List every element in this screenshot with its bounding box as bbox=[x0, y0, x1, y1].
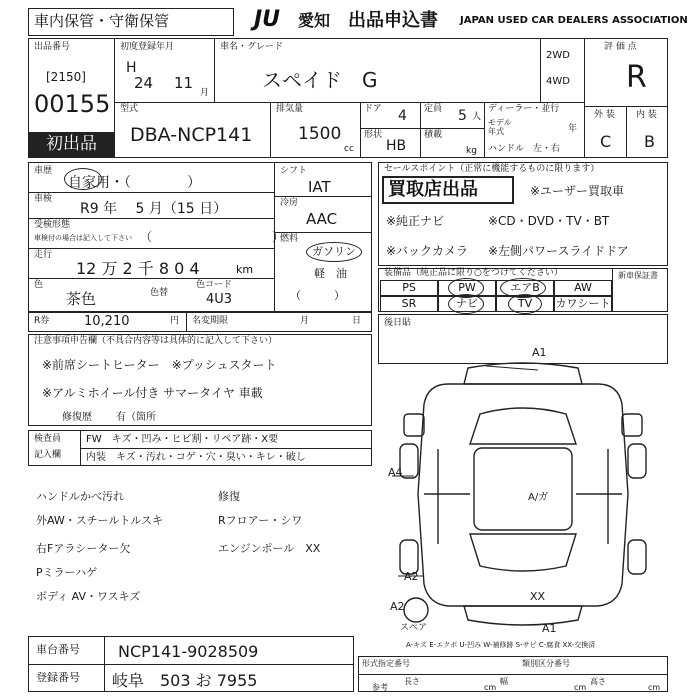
notes-line-1: ※前席シートヒーター ※プッシュスタート bbox=[42, 358, 277, 372]
diagram-legend: A-キズ E-エクボ U-凹み W-補修跡 S-サビ C-腐食 XX-交換済 bbox=[406, 641, 596, 649]
diagram-mark-a2-left: A2 bbox=[404, 570, 419, 583]
notes-label: 注意事項申告欄（不具合内容等は具体的に記入して下さい） bbox=[34, 336, 278, 346]
fuel-label: 燃料 bbox=[280, 234, 299, 244]
grade-value: R bbox=[626, 60, 647, 95]
dealer-label: ディーラー・並行 bbox=[488, 104, 560, 114]
fuel-diesel: 軽 油 bbox=[314, 267, 347, 280]
fuel-gasoline: ガソリン bbox=[312, 245, 356, 258]
model-value: DBA-NCP141 bbox=[130, 124, 253, 146]
doors-label: ドア bbox=[364, 104, 382, 114]
height-unit: cm bbox=[648, 683, 661, 692]
aircon-label: 冷房 bbox=[280, 198, 299, 208]
inspection-label: 車検 bbox=[34, 194, 53, 204]
deadline-label: 名変期限 bbox=[192, 316, 229, 326]
diagram-mark-roof: A/ガ bbox=[528, 492, 549, 503]
recycle-unit: 円 bbox=[170, 316, 180, 326]
mileage-unit: km bbox=[236, 263, 254, 276]
selling-points-label: セールスポイント（正常に機能するものに限ります） bbox=[384, 164, 600, 174]
repair-history-label: 修復歴 bbox=[62, 412, 92, 423]
displacement-label: 排気量 bbox=[276, 104, 304, 114]
notes-line-2: ※アルミホイール付き サマータイヤ 車載 bbox=[42, 386, 263, 400]
length-unit: cm bbox=[484, 683, 497, 692]
inspector-label-2: 記入欄 bbox=[34, 450, 62, 460]
displacement-value: 1500 bbox=[298, 124, 342, 144]
ref-label: 参考 bbox=[372, 683, 388, 692]
inspector-note-left-1: ハンドルかべ汚れ bbox=[36, 490, 124, 503]
top-block-frame bbox=[28, 38, 668, 158]
reception-value: （ ） bbox=[140, 230, 285, 244]
inspection-value: R9 年 5 月（15 日） bbox=[80, 201, 228, 217]
body-shape-value: HB bbox=[386, 138, 407, 154]
inspector-note-right-1: 修復 bbox=[218, 490, 240, 503]
diagram-mark-spare: スペア bbox=[400, 623, 428, 633]
color-label: 色 bbox=[34, 280, 44, 290]
usage-label: 車歴 bbox=[34, 166, 53, 176]
inspector-note-right-2: Rフロアー・シワ bbox=[218, 514, 303, 527]
registration-month-unit: 月 bbox=[200, 88, 210, 98]
length-label: 長さ bbox=[404, 677, 420, 686]
selling-point-1: ※ユーザー買取車 bbox=[530, 184, 625, 198]
selling-point-3: ※CD・DVD・TV・BT bbox=[488, 214, 610, 228]
shift-value: IAT bbox=[308, 178, 331, 196]
color-code-label: 色コード bbox=[196, 280, 233, 290]
car-name-label: 車名・グレード bbox=[220, 42, 284, 52]
doc-title: 出品申込書 bbox=[348, 10, 438, 31]
handle-label: ハンドル 左・右 bbox=[488, 144, 561, 154]
inspector-row-1: FW キズ・凹み・ヒビ割・リペア跡・X要 bbox=[86, 434, 279, 445]
equip-leather-seat: カワシート bbox=[555, 297, 611, 310]
inspector-row-2: 内装 キズ・汚れ・コゲ・穴・臭い・キレ・破し bbox=[86, 452, 306, 463]
storage-label: 車内保管・守衛保管 bbox=[34, 12, 170, 30]
inspector-note-left-3: 右Fアラシーター欠 bbox=[36, 542, 131, 555]
lot-label: 出品番号 bbox=[34, 42, 71, 52]
diagram-mark-xx: XX bbox=[530, 590, 546, 603]
drive-2wd: 2WD bbox=[546, 50, 570, 61]
registration-label: 初度登録年月 bbox=[120, 42, 175, 52]
equip-airbag: エアB bbox=[496, 280, 554, 296]
grade-label: 評 価 点 bbox=[604, 42, 637, 52]
deadline-month: 月 bbox=[300, 316, 310, 326]
inspector-note-left-4: Pミラーハゲ bbox=[36, 566, 98, 579]
model-label: 型式 bbox=[120, 104, 139, 114]
equip-navi-circle bbox=[448, 294, 484, 314]
spec-number-label: 形式指定番号 bbox=[362, 659, 410, 668]
new-warranty-label: 新車保証書 bbox=[618, 271, 658, 280]
shift-label: シフト bbox=[280, 166, 308, 176]
selling-point-2: ※純正ナビ bbox=[386, 214, 445, 228]
diagram-mark-a4: A4 bbox=[388, 466, 403, 479]
load-label: 積載 bbox=[424, 130, 443, 140]
reception-sub: 車検付の場合は記入して下さい bbox=[34, 234, 132, 242]
equip-sr: SR bbox=[380, 296, 438, 312]
capacity-label: 定員 bbox=[424, 104, 443, 114]
inspector-note-left-5: ボディ AV・ワスキズ bbox=[36, 590, 141, 603]
fuel-gasoline-circle bbox=[306, 242, 362, 262]
chassis-label: 車台番号 bbox=[36, 643, 80, 656]
load-unit: kg bbox=[466, 146, 477, 156]
class-number-label: 類別区分番号 bbox=[522, 659, 570, 668]
jU-logo: JU bbox=[254, 7, 281, 32]
equip-ps: PS bbox=[380, 280, 438, 296]
width-unit: cm bbox=[574, 683, 587, 692]
doors-value: 4 bbox=[398, 108, 407, 124]
color-code: 4U3 bbox=[206, 292, 233, 307]
mileage-value: 12 万 2 千 8 0 4 bbox=[76, 259, 200, 278]
fuel-other: （ ） bbox=[290, 289, 345, 302]
diagram-mark-a1-top: A1 bbox=[532, 346, 547, 359]
model-year-label: モデル 年式 bbox=[488, 118, 512, 136]
deadline-day: 日 bbox=[352, 316, 362, 326]
equip-aw: AW bbox=[554, 280, 612, 296]
recycle-label: R券 bbox=[34, 316, 50, 326]
lot-code: [2150] bbox=[46, 70, 86, 84]
buyback-stamp-text: 買取店出品 bbox=[388, 179, 478, 200]
association-name: JAPAN USED CAR DEALERS ASSOCIATION bbox=[460, 15, 688, 26]
car-name-value: スペイド G bbox=[262, 68, 378, 92]
inspector-note-left-2: 外AW・スチールトルスキ bbox=[36, 514, 164, 527]
width-label: 幅 bbox=[500, 677, 508, 686]
equipment-label: 装備品（純正品に限り○をつけてください） bbox=[384, 268, 563, 278]
interior-value: B bbox=[644, 132, 655, 151]
inspector-note-right-3: エンジンポール XX bbox=[218, 542, 321, 555]
drive-4wd: 4WD bbox=[546, 76, 570, 87]
plate-value: 岐阜 503 お 7955 bbox=[112, 671, 258, 690]
registration-year: 24 bbox=[134, 74, 154, 92]
diagram-mark-a1-bottom: A1 bbox=[542, 622, 557, 635]
usage-circle bbox=[64, 168, 102, 190]
registration-month: 11 bbox=[174, 74, 194, 92]
model-year-unit: 年 bbox=[568, 124, 578, 134]
aircon-value: AAC bbox=[306, 210, 338, 228]
registration-era: H bbox=[126, 60, 137, 76]
equip-tv-circle bbox=[508, 294, 542, 314]
interior-label: 内 装 bbox=[636, 110, 657, 120]
color-change-label: 色替 bbox=[150, 288, 169, 298]
height-label: 高さ bbox=[590, 677, 606, 686]
inspector-label-1: 検査員 bbox=[34, 434, 62, 444]
lot-number: 00155 bbox=[34, 90, 111, 118]
chassis-value: NCP141-9028509 bbox=[118, 642, 259, 661]
capacity-value: 5 bbox=[458, 108, 467, 124]
equip-tv: TV bbox=[496, 296, 554, 312]
capacity-unit: 人 bbox=[472, 112, 482, 122]
recycle-value: 10,210 bbox=[84, 314, 130, 329]
repair-history-value: 有（箇所 bbox=[116, 412, 156, 423]
org-name: 愛知 bbox=[298, 11, 331, 30]
color-value: 茶色 bbox=[66, 290, 97, 308]
car-damage-diagram bbox=[378, 344, 668, 640]
selling-point-4: ※バックカメラ bbox=[386, 244, 469, 258]
mileage-label: 走行 bbox=[34, 250, 53, 260]
selling-point-5: ※左側パワースライドドア bbox=[488, 244, 629, 258]
plate-label: 登録番号 bbox=[36, 671, 80, 684]
equip-pw: PW bbox=[438, 280, 496, 296]
reception-label: 受検形態 bbox=[34, 220, 71, 230]
equip-navi: ナビ bbox=[438, 296, 496, 312]
first-listing-badge: 初出品 bbox=[29, 132, 114, 157]
exterior-label: 外 装 bbox=[594, 110, 615, 120]
diagram-mark-a2-left-2: A2 bbox=[390, 600, 405, 613]
body-shape-label: 形状 bbox=[364, 130, 383, 140]
exterior-value: C bbox=[600, 132, 612, 151]
usage-value: 自家用・（ ） bbox=[68, 175, 201, 191]
after-seal-label: 後日貼 bbox=[384, 318, 412, 328]
displacement-unit: cc bbox=[344, 144, 354, 154]
